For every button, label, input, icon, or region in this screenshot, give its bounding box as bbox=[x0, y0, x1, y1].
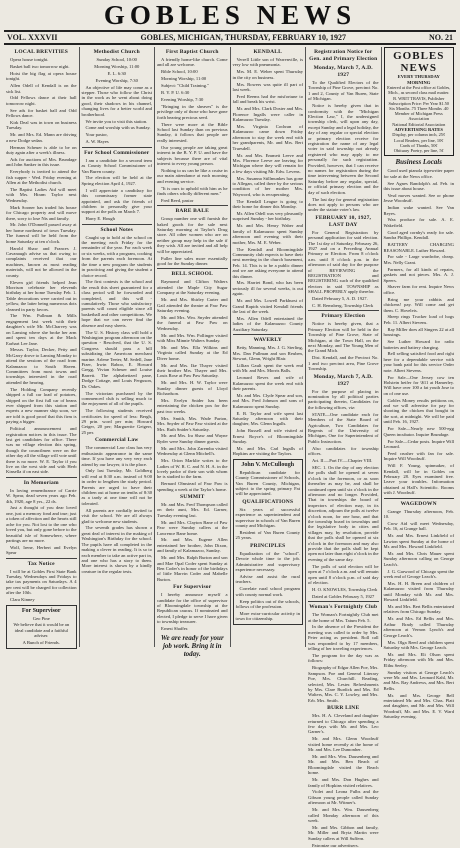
paragraph: The seventh grades has shown a great deal of interest in the making of Washington's Birthday for the school. The pupils have all completed in the making a clever in reading. It is so to each member to take an active part in, and one who has a story to them. More interest is shown by a kindly creature in the regular tests. bbox=[81, 525, 152, 574]
paragraph: Will F. Young, spinmaker, of Kendall, will be in Gobles on February 28. Eyes examined free. Leave your troubles. Information obtained at Hall's Scientific. Rooms with J. Woodruff. bbox=[383, 463, 454, 496]
paragraph: Mr. and Mrs. Emmett Leeve and Mrs. Florence Leeve are leaving for Michigan where they will remain for a few days visiting Mr. Edw. Levens. bbox=[232, 152, 303, 174]
paragraph: Bell selling satisfied food and right here for a dependable service with your bank paid for this service Order note. Albert Stevens. bbox=[383, 351, 454, 373]
womans-club-heading: Woman's Fortnightly Club bbox=[309, 604, 378, 611]
paragraph: Evening Worship, 7:30 bbox=[161, 96, 204, 102]
registration-notice-heading: Registration Notice for Gen. and Primary Election bbox=[309, 49, 378, 62]
dateline bbox=[4, 30, 456, 45]
paragraph: Patronize our advertisers. bbox=[312, 842, 359, 848]
paragraph: Mrs. H. A. Cleveland and daughter returned to Chicago after spending a few days with Mr. and Mrs. Leo Garner's. bbox=[308, 713, 379, 735]
paragraph: Notice is hereby given that in conformity with the "Michigan Election Law," I, the undersigned township clerk, will upon any day, except Sunday and a legal holiday, the day of any regular or special election or primary election receive for registration the name of any legal voter in said township not already registered who may apply to me personally for such registration. Provided, however, that I can receive no names for registration during the time intervening between the Second Saturday before any regular, special, or official primary election and the day of such election. bbox=[308, 103, 379, 195]
paragraph: Advise and assist the rural teachers. bbox=[235, 573, 300, 585]
paragraph: Equalization of the "school". Devote whole time to the job. Administrative and supervisory experience necessary. bbox=[235, 550, 300, 572]
column-3 bbox=[155, 47, 231, 658]
paragraph: Clara Kinney bbox=[10, 597, 35, 603]
divider bbox=[157, 205, 228, 206]
paragraph: Obituary Poetry, per line, 5¢ bbox=[393, 148, 444, 154]
paragraph: See Agnes Randolph's ad. Feb. in this issue about house. bbox=[383, 180, 454, 191]
paragraph: BATTERY CHARGING REASONABLE. Luther Howard. bbox=[383, 242, 454, 253]
column-5 bbox=[306, 47, 382, 848]
paragraph: Raymond and Clifton Walters attended the Maple City Sugar Company at the Saturday evening. bbox=[157, 279, 228, 296]
paragraph: Bernard Olmstead of Paw Paw is spending a week at the Taylor's home. bbox=[157, 481, 228, 492]
baptist-church-heading: First Baptist Church bbox=[165, 49, 219, 55]
paragraph: Good used pianola typewriter paper for sale at the News office. bbox=[383, 168, 454, 179]
paragraph: Our young people are taking great interest in the B. Y. P. U. and have the subjects because there are of vital interest to every young person. bbox=[157, 144, 228, 166]
paragraph: Keep politics out of the schools, follows of the profession. bbox=[235, 598, 300, 609]
paragraph: Fuller line sales more essentially good for the Sunday dinner. bbox=[157, 255, 228, 266]
paragraph: Mr. and Mrs. Clark Doster and Mrs. Florence Ingalls were caller in Kalamazoo Tuesday. bbox=[232, 106, 303, 123]
paragraph: Correlate rural school program with county normal work. bbox=[235, 586, 300, 597]
paragraph: Leonard Reves and wife of Kalamazoo spent the week end with their parents. bbox=[232, 375, 303, 391]
paragraph: Mrs. Olga Reed and children spent Saturday with Mrs. George Leach. bbox=[383, 639, 454, 650]
paragraph: Political announcement and registration notices in this issue. The last get candidates for office. There was no village election this spring, though the councilmen were on the other day all the village will vote until there is no more. W. E. Taylor if you live on the west side and with Herb Kinsella if on east side. bbox=[6, 426, 77, 475]
paragraph: The first contests is the school and the result this sheet guaranteed for a class period will be forwarded and completed, and this will - cumulatively. Those who satisfactory parents will count eligible since all basketball and other competitions. We hope that we can never find the absence and easy sheets. bbox=[81, 279, 152, 328]
paragraph: Everybody is invited to attend the fish supper - Wed. Friday evening at Allen at the Methodist church. bbox=[6, 169, 77, 186]
paragraph: E. L. 6:30 bbox=[107, 70, 126, 76]
paragraph: I hereby announce myself a candidate for the office of supervisor of Bloomingdale township at the Republican caucus. If nominated and elected, I pledge to serve I have given to township treasurer. bbox=[157, 592, 228, 625]
wagedown-heading: WAGEDOWN bbox=[400, 500, 437, 507]
burr-line-heading: BURR LINE bbox=[327, 705, 360, 712]
kendall-heading: KENDALL bbox=[253, 49, 283, 55]
paragraph: Dated February 5, A. D. 1927. bbox=[312, 296, 368, 302]
paragraph: Bible School, 10:00 bbox=[161, 69, 198, 75]
paragraph: Mr. and Mrs. Ernest Linkfield of Lawton spent Sunday at the home of Mr. and Mrs. Howard Linkfield. bbox=[383, 533, 454, 549]
paragraph: Mrs. Orion Marklie writes to the Ladies of W. R. C. and N. H. A. in the lovely parlor of their son with whom he is studied to the farm. bbox=[157, 458, 228, 480]
womans-club-text bbox=[308, 612, 379, 703]
business-locals-text bbox=[384, 168, 455, 495]
paragraph: Shaver farm for rent. Inquire News office. bbox=[383, 284, 454, 295]
registration-text-2 bbox=[308, 230, 379, 309]
paragraph: Mr. and Mrs. Ralph Burton and son and Mae Opal Coder spent Sunday at Ben Coder's in honor of the birthdays of little Marvin Coder and Mabelle Burton. bbox=[157, 555, 228, 582]
paragraph: Group number one will furnish the baked goods for the sale next Saturday morning at Taylor's Drug store. All other women who are on neither group may help in the sale if they wish. All are invited and all help will be appreciated. bbox=[157, 216, 228, 254]
paragraph: Ernest Shaffer. bbox=[161, 626, 189, 632]
paragraph: Verrell Little son of Warrenville, is very low with pneumonia. bbox=[232, 57, 303, 68]
divider bbox=[233, 334, 304, 335]
paragraph: The election will be held at the Spring election April 4, 1927. bbox=[81, 175, 152, 186]
paragraph: Kirk Deal was in town on business Tuesday. bbox=[6, 120, 77, 131]
paragraph: For sale - Large wardrobe, cheap. Mrs. Nelly Grant. bbox=[383, 254, 454, 265]
paragraph: In loving remembrance of Carrie W. Spear, dead seven years ago Feb. 4th, 1920, age 8 yrs., 22 ds. bbox=[6, 487, 77, 504]
paragraph: Mr. and Mrs. Ed. Mann are driving a new Dodge sedan. bbox=[6, 132, 77, 143]
paragraph: Mr. and Mrs. Henry Waber and family of Kalamazoo spent Sunday afternoon and evening with their mother, Mrs. M. E. Weber. bbox=[232, 223, 303, 245]
paragraph: Mrs. Allen Odell entertained the ladies of the Kalamazoo County Auxiliary Saturday. bbox=[232, 315, 303, 332]
kendall-text bbox=[233, 57, 304, 332]
publication-info-box bbox=[384, 47, 455, 156]
paragraph: I will appreciate a candidacy for this commissary former state appointed, and ask the friends of children to personally give your support at the polls on March 7. bbox=[81, 187, 152, 215]
paragraph: Mr. and Mrs. Shirley Carter and Gail attended the theatre at Paw Paw Saturday evening. bbox=[157, 297, 228, 313]
paragraph: H. O. KNOWLES, Township Clerk bbox=[312, 586, 378, 592]
paragraph: Notice is hereby given, that a Primary Election will be held in the Township of Pine Grove, State of Michigan, at the Town Hall, on the next Monday, and The Young Men of the Grand Mich. bbox=[308, 321, 379, 354]
local-brevities bbox=[6, 57, 77, 475]
masthead bbox=[4, 2, 456, 28]
waverly-heading: WAVERLY bbox=[253, 337, 282, 344]
paragraph: The following students received certificates for speed of less: Bergh, 29 prin. word per min; Howard Geiger, 20 per; Marguerite Geigerr, 25 per. bbox=[81, 408, 152, 435]
wagedown-text bbox=[384, 509, 455, 720]
paragraph: Farmers, for all kinds of repairs, gaskets and not pieces. Mrs. A. J. Speers. bbox=[383, 266, 454, 283]
school-notes-text bbox=[82, 235, 153, 436]
paragraph: Sheep rings Trucker load of hogs Feb. 11. Albert Stevens. bbox=[383, 314, 454, 325]
paragraph: Resident of Van Buren County 25 years. bbox=[235, 529, 300, 541]
methodist-church-heading: Methodist Church bbox=[93, 49, 140, 55]
publication-box-subtitle: EVERY THURSDAY MORNING bbox=[397, 74, 440, 85]
paragraph: Good aged cornhy's ready for sale. Sandra Phillips. Kendall. bbox=[383, 229, 454, 241]
paragraph: Six years of successful experience as superintendent and supervisor in schools of Van Buren county and Michigan. bbox=[235, 506, 300, 529]
paragraph: Fred Reed, pastor bbox=[161, 197, 194, 203]
column-6 bbox=[382, 47, 457, 720]
volume-number: VOL. XXXVII bbox=[7, 33, 58, 42]
commercial-law-text bbox=[82, 445, 153, 574]
divider bbox=[6, 477, 77, 478]
paragraph: Mr. and Mrs. Wm. Snyder attended the funeral at Paw Paw on Wednesday. bbox=[157, 314, 228, 331]
paragraph: Mr. and Mrs. Gibbon and family, Mr. Miller and Bryta Martin were Sunday callers at Will Suffern. bbox=[308, 824, 379, 841]
paragraph: Mr. and Mrs. Chris Mauer spent Sunday afternoon calling on George Leach's. bbox=[383, 550, 454, 567]
paragraph: The U. S. History class will hold a Washington program afternoon on the question - Resolved, that the U. S. Congress should pass a bill subsidizing the American merchant marine. Arlene Teeter, M. Sedell, Jane Fizer, Irwin Raboo, E. Howard Gregg, Vivian Scheuer and Louise Barrett. The alphabetized pane, Dodge Cottage, and Louis Ferguson, Dr. Oakes. bbox=[81, 329, 152, 389]
qualifications-text bbox=[236, 507, 301, 541]
paragraph: The Woman's Fortnightly Club met at the home of Mrs. Tatum Feb. 5. bbox=[308, 612, 379, 623]
summit-text bbox=[157, 502, 228, 582]
paragraph: Mr. and Mrs. George Bell entertained Mr. and Mrs. Chas. Platt and daughter, and Mr. and Mrs. Will Woodruff, Mr. and Mrs. E. V. Ward Saturday evening. bbox=[383, 692, 454, 720]
paragraph: See Luther Howard for radio batteries and battery charging. bbox=[383, 339, 454, 350]
paragraph: Cards of Thanks, 50¢ bbox=[399, 142, 438, 148]
bell-school-heading: BELL SCHOOL bbox=[171, 271, 213, 278]
paragraph: Six Months .75 Three Months .40 bbox=[389, 106, 449, 111]
paragraph: Basket ball two tomorrow night. bbox=[10, 63, 70, 69]
paragraph: Mrs. Evelyn Snider has been entertaining the chicken pox for the past two weeks. bbox=[157, 398, 228, 414]
paragraph: The last day for general registration does not apply to persons who are under the statute voter's law. bbox=[308, 196, 379, 213]
paragraph: Sunday visitors at George Leach's were Mr. and Mrs. Leonard Kahl, Mr. and Mrs. Ray Andrews, and Mrs. Bert Bellis. bbox=[383, 669, 454, 691]
paragraph: Wolf, Irene, Herbert and Evelyn Spear bbox=[6, 544, 77, 556]
for-supervisor-heading: For Supervisor bbox=[173, 584, 212, 591]
paragraph: Mark Sooner has traded his house for Chicago property and will move there, sorry to lose Nis and family. bbox=[6, 204, 77, 221]
for-supervisor-text bbox=[157, 592, 228, 631]
paragraph: For Sale—One Jersey cow ten Holstein heifer for \$11 at Hamerley. Will have over 100 a fat youth Jose to on of one use. bbox=[383, 374, 454, 396]
paragraph: Display, per column inch, 25¢ bbox=[392, 132, 446, 138]
advertising-rates-lines bbox=[387, 132, 452, 153]
paragraph: The Kendall League is going to their home for dinner this Monday. bbox=[232, 198, 303, 210]
paragraph: Evening Worship, 7:30 bbox=[95, 77, 138, 83]
paragraph: For the purpose of placing in nomination by all political parties participating therein, Candidates for the following offices, viz: bbox=[308, 388, 379, 410]
paragraph: Mr. and Mrs. Glenn Woodruff visited home recently at the home of Mr. and Mrs. Lee Dumonher. bbox=[308, 736, 379, 753]
paragraph: The Wm. Pullman & Mills engagement last week with their daughter's wife Mr. McCharvey was on Lansing where she broke her arm and spent ten days at the Mack Earhart Lee Jane. bbox=[6, 313, 77, 346]
memoriam-heading: In Memoriam bbox=[23, 479, 59, 486]
paragraph: Dist. Kendall, and the Precinct No. 1 and two precinct area, Pine Grove Township. bbox=[308, 355, 379, 372]
registration-date: Monday, March 7, A.D. 1927 bbox=[313, 65, 373, 78]
paragraph: Republican candidate for County Commissioner of Schools, Van Buren County, Michigan, subject to the spring primary Fat will be appreciated. bbox=[235, 469, 300, 497]
column-1 bbox=[4, 47, 80, 647]
paragraph: Mr. and Mrs. John Zaremba visited Wednesday at Glenn Mitchell's. bbox=[157, 445, 228, 457]
paragraph: Geo Pine bbox=[32, 615, 50, 621]
paragraph: Just a thought of you dear loved one, just a memory fond and true; just a token of affection and the hearts still ache for you. Not lost to the one who loved you, but only gone before to the beautiful isle of Somewhere, where partings are no more. bbox=[6, 505, 77, 543]
paragraph: Mr. and Mrs. Wm. Pollinger visited with Miss Minnie Walters Sunday. bbox=[157, 332, 228, 343]
paragraph: Mrs. Bowers was quite ill part of last week. bbox=[232, 81, 303, 93]
qualifications-heading: QUALIFICATIONS bbox=[242, 498, 294, 505]
paragraph: Dated at Gobles February 5, 1927 bbox=[312, 593, 375, 599]
paragraph: Mrs. M. E. Weber spent Thursday in the city on business. bbox=[232, 69, 303, 80]
divider bbox=[6, 558, 77, 559]
paragraph: Crow Aid will meet Wednesday, Feb. 16, at Grange hall. bbox=[383, 520, 454, 532]
paragraph: Mr. and Mrs. Eli Olson spent Friday afternoon with Mr. and Mrs. Elihu Seeley. bbox=[383, 651, 454, 668]
divider bbox=[308, 310, 379, 311]
paragraph: Member of Michigan Press Association bbox=[394, 111, 443, 122]
paragraph: Grange Thursday afternoon, Feb. 10. bbox=[383, 508, 454, 519]
memoriam-text bbox=[6, 488, 77, 556]
summit-heading: SUMMIT bbox=[180, 494, 205, 501]
paragraph: J. G. Garwood of Chicago spent the week end of George Leach's. bbox=[383, 568, 454, 580]
supervisor-text bbox=[9, 616, 74, 646]
divider bbox=[384, 498, 455, 499]
paragraph: Harold Shaw and Frances J. Cavanaugh advise us that owing to complaints received that our machines, known as most reading materials, will not be allowed in the county. bbox=[6, 245, 77, 278]
paragraph: The Holding Company recently shipped a full car load of potatoes, shipped on the first full car of beans ever shipped from this station and experts a new manner ship soon, we are told is good proof that this firm is paying a bigger. bbox=[6, 386, 77, 425]
paragraph: The program for the day was as follows: bbox=[308, 652, 379, 664]
paragraph: Mr. and Mrs. Carl Ingalls of Hopkins are visiting the Taylors. bbox=[232, 446, 303, 457]
paragraph: Mr. and Mrs. Ira Shaw and Wayne Ryder were Sunday dinner guests. bbox=[157, 433, 228, 444]
primary-election-heading: Primary Election bbox=[321, 313, 366, 320]
paragraph: Gobles Money results petitions on, and we will advertise for pay for shooting the chicken that bought in the sort, at midnight. We will be paid until Feb. 16, 1927. bbox=[383, 397, 454, 425]
school-commissioner-heading: For School Commissioner bbox=[84, 149, 150, 156]
mccullough-heading: John V. McCullough bbox=[241, 461, 295, 468]
paragraph: A friendly home-like church. Come and all are welcome. bbox=[157, 57, 228, 68]
paragraph: John Russell and wife visited at Ernest Royce's of Bloomingdale Sunday. bbox=[232, 428, 303, 445]
publication-box-lines bbox=[387, 85, 452, 127]
divider bbox=[82, 224, 153, 225]
paragraph: Mr. and Mrs. Fred Thompson called on their aunt, Mrs. Ed. Garner, Tuesday evening last. bbox=[157, 502, 228, 518]
paragraph: A. W. Hayes bbox=[85, 139, 109, 145]
paragraph: Only last Tuesday, Mr. Goldberg will end at 8:30 a.m. instead of 9:00 in order to lengthen the study period. Parents are urged to have their children out at home on tenths of 8:30 as a tardy at one time will not be tolerated. bbox=[81, 468, 152, 506]
paragraph: E. B. Taylor and wife spent last Saturday afternoon with their daughter, Mrs. Glenn Ingalls. bbox=[232, 410, 303, 427]
paragraph: Betty, Manning, Mrs. J. G. Sterling, Mrs. Dan Pullman and son Reuben, Stewart, Glenn, Wright Blair. bbox=[232, 345, 303, 361]
paragraph: The Kendall and Bloomingdale Community club expects to have their next meeting in the church basement, Feb. 14. This is to be a public dinner and we are asking everyone to attend this dinner. bbox=[232, 246, 303, 279]
paragraph: For Sale—Cedar posts. Inquire Will Leonard. bbox=[383, 438, 454, 449]
paragraph: Mr. and Mrs. Wm. Dausenberg and Mr. and Mrs. Ben Beach of Bloomingdale visited the Beach home. bbox=[308, 753, 379, 776]
school-commissioner-text bbox=[82, 158, 153, 222]
paragraph: Mr. and Mrs. Clyde Spear and son, and Mrs. Fred Johnson and sons of Kalamazoo spent Sunday. bbox=[232, 392, 303, 409]
paragraph: B. WRIT TRAVIS, Publisher bbox=[393, 95, 445, 101]
issue-number: NO. 21 bbox=[429, 33, 453, 42]
paragraph: Mr. John O'Donnell passed away at her home northeast of town Tuesday. The funeral will be held from the home Saturday at ten o'clock. bbox=[6, 222, 77, 244]
paragraph: C. H. Remsberg, Township Clerk bbox=[312, 303, 374, 309]
job-work-notice: We are ready for your job work. Bring it in today. bbox=[160, 633, 224, 658]
tax-notice-heading: Tax Notice bbox=[27, 560, 55, 567]
paragraph: "Bringing in the sheaves" is the privilege only of those who have gone forth bearing precious seed. bbox=[157, 103, 228, 120]
paragraph: Entered at the Post office at Gobles, Mich., as second class mail matter. bbox=[387, 85, 451, 96]
paragraph: We believe that it would be an ideal candidate and a faithful adviser. bbox=[13, 622, 70, 639]
paragraph: Mrs. Smith, Mrs. Wade Parton, Mrs. Snyder of Paw Paw visited at the Mrs. Ruth Snider's Saturday. bbox=[157, 415, 228, 432]
divider bbox=[157, 268, 228, 269]
paragraph: Nothing to us can be like a cruise in our main attendance at each morning and evening service. bbox=[157, 167, 228, 184]
paragraph: Local Readers, per line, 10¢ bbox=[394, 137, 444, 143]
methodist-services bbox=[82, 57, 153, 83]
baptist-text bbox=[157, 57, 228, 203]
burr-line-text bbox=[308, 713, 379, 848]
registration-text bbox=[308, 80, 379, 213]
paragraph: For General Registration by personal application for said election. The 1st day of Saturday, February 26, 1927 and on a Preceding Annual Primary or Election. From 8 o'clock a.m. until 8 o'clock p.m. in the afternoon of said day for the purpose of REVIEWING the REGISTRATION and REGISTERING such of the qualified electors in said TOWNSHIP as SHALL PROPERLY apply therefor. bbox=[308, 229, 379, 295]
divider bbox=[308, 601, 379, 602]
paragraph: In the absence of the President the meeting was called to order by Mrs. Peter acting as president. Roll call was responded to by 17 members, telling of her traveling experiences. bbox=[308, 624, 379, 652]
paragraph: For Sale—Nearly new 500-egg Queen incubator. Inquire Brundage. bbox=[383, 426, 454, 437]
primary-election-text bbox=[308, 321, 379, 371]
supervisor-ad bbox=[6, 605, 77, 650]
paragraph: I will be at Gobles First State Bank Tuesday, Wednesdays and Fridays to take tax payments on Saturdays. A 4 per cent will be charged for collection after the 10th. bbox=[6, 568, 77, 596]
paragraph: Mr. and Mrs. H. W. Taylor were Sunday dinner guests of Lloyd Richardson. bbox=[157, 380, 228, 397]
principles-heading: PRINCIPLES bbox=[250, 542, 286, 549]
bake-sale-heading: BARE BALE bbox=[175, 208, 209, 215]
supervisor-heading: For Supervisor bbox=[21, 607, 61, 614]
paragraph: Mr. and Mrs. Wm. Dausenberg called Monday afternoon of this week. bbox=[308, 807, 379, 823]
column-2 bbox=[80, 47, 156, 647]
paragraph: Bring me your rabbits and chickens! pay. Will come and get them. C. Hoveleis. bbox=[383, 296, 454, 313]
paragraph: The Baptist Ladies Aid will meet with Mrs. Hiram Taylor next Wednesday. bbox=[6, 187, 77, 203]
paragraph: Allen Odell of Kendall is on the sick list. bbox=[6, 83, 77, 94]
paragraph: There were more at the Bible School last Sunday than on previous Sunday, it follows that people are really interested. bbox=[157, 121, 228, 143]
paragraph: Herman Scheuer is able to be on duty again after a week's illness. bbox=[6, 144, 77, 156]
paragraph: Mr. and Mrs. Bert Bellis entertained relatives from Chicago Sunday. bbox=[383, 604, 454, 615]
paragraph: Biography of Edgar Allen Poe, Mrs. Sampson. Poe and General Literary Poe, Mrs. Churchill. Reading, selected, Mrs. Lester. Refreshments by Mrs. Clare Burdick and Mrs. Ed Walters, Mrs. C. Y. Lowley, and Mrs. Erb. Mrs. Smith. bbox=[308, 665, 379, 703]
paragraph: Mr. and Mrs. Eugene Allen entertained her brother, John Dixon, and family of Kalamazoo, Sunday. bbox=[157, 537, 228, 554]
primary-election-date: Monday, March 7, A.D. 1927 bbox=[313, 373, 373, 387]
paragraph: More extra-curricular activity in town for citizenship. bbox=[235, 610, 300, 622]
paragraph: Opera house tonight. bbox=[10, 57, 49, 62]
paragraph: Ray Miller does all Singers 22 at all housings. bbox=[383, 326, 454, 338]
paragraph: Your pastor, bbox=[85, 132, 108, 138]
paragraph: See ads for basket ball and Odd Fellows dance. bbox=[6, 107, 77, 119]
paragraph: The polls of said election will be open at 7 o'clock a.m. and will remain open until 8 o'clock p.m. of said day of election. bbox=[308, 563, 379, 585]
business-locals-heading: Business Locals bbox=[395, 158, 442, 167]
paragraph: Messrs. Taylor, Decker, Petty and McGarry drove to Lansing Monday to attend the sessions of the road from Kalamazoo to South Haven. Committees from most towns and townships interested in the road attended the hearing. bbox=[6, 347, 77, 385]
paragraph: Odd Fellows dance at their hall tomorrow night. bbox=[6, 95, 77, 106]
paragraph: To the Qualified Electors of the Township of Pine Grove, precinct No. 1 and 2, County of Van Buren, State of Michigan. bbox=[308, 80, 379, 102]
methodist-text bbox=[82, 85, 153, 145]
paragraph: Mrs. Susanna Stillmunkes has gone to Allegan, called there by the serious condition of her mother Mrs. Wayword, who is recuperating. bbox=[232, 175, 303, 197]
paragraph: Vesd moves wanted. See or phone Jesse Woodruff. bbox=[383, 192, 454, 204]
paragraph: Harry E. Hough bbox=[85, 216, 115, 222]
column-4 bbox=[231, 47, 307, 647]
paragraph: Also candidates for township offices. bbox=[308, 445, 379, 457]
issue-date: GOBLES, MICHIGAN, THURSDAY, FEBRUARY 10, 1927 bbox=[140, 33, 347, 42]
paragraph: Ads for auctions of Mrs. Brundage and John Sanker in this issue. bbox=[6, 157, 77, 168]
paragraph: Mrs. H. H. Breen and children of Kalamazoo visited from Thursday until Monday with Mr. and Mrs. Howard Linkfield. bbox=[383, 580, 454, 603]
tax-notice-text bbox=[6, 569, 77, 603]
paragraph: A Bunch of Friends. bbox=[22, 640, 60, 646]
paragraph: Mr. and Mrs. Clayton Bane of Paw Paw were Sunday callers at the Lawrence Bane home. bbox=[157, 519, 228, 536]
primary-election-text-2 bbox=[308, 389, 379, 600]
paragraph: An objective of life may come as a stepper. Those who follow the Christ in the work as he went about doing good, their shadows in his channel, changing lives for a better world and brotherhood. bbox=[81, 84, 152, 117]
paragraph: Mrs. Virginia Cochran of Kalamazoo came down Friday afternoon to stay the week end with her grandparents, Mr. and Mrs. Bert Truesdell. bbox=[232, 123, 303, 151]
paragraph: All parents are cordially invited to visit the school. We are all always glad to welcome new students. bbox=[81, 507, 152, 524]
bake-sale-text bbox=[157, 216, 228, 266]
paragraph: Indian wake wanted. See Van Reyes. bbox=[383, 205, 454, 216]
publication-box-title: GOBLES NEWS bbox=[393, 50, 445, 74]
principles-text bbox=[236, 551, 301, 622]
bell-school-text bbox=[157, 279, 228, 492]
last-day-notice: FEBRUARY 10, 1927, LAST DAY bbox=[315, 214, 372, 228]
commercial-law-heading: Commercial Law bbox=[95, 437, 139, 444]
paragraph: Fred Reems had the misfortune to fall and break his wrist. bbox=[232, 93, 303, 105]
paragraph: STATE—One candidate each for Members of the State Board of Agriculture, Two Candidates for Regents of the University of Michigan, One for Superintendent of Public Instruction. bbox=[308, 411, 379, 444]
paragraph: Subject: "Child Training." bbox=[161, 83, 210, 89]
paragraph: Art. II.—Part IV.—Chapter VIII. bbox=[312, 457, 373, 463]
paragraph: Morning Worship, 11:00 bbox=[94, 63, 140, 69]
paragraph: Mr. and Mrs. Ella Wilkins and Virginia called Sunday at the Ed Diver home. bbox=[157, 344, 228, 361]
paragraph: B. Y. P. U. 6:30 bbox=[161, 90, 190, 96]
paragraph: The commercial Law class has very enthusiastic appearance in the same time. If you have any very very each attend by our lawyer, it is the place. bbox=[81, 445, 152, 467]
paragraph: National Editorial Association bbox=[392, 121, 446, 127]
masthead-title: GOBLES NEWS bbox=[103, 0, 357, 30]
paragraph: Feed crusher with fan for sale. Inquire Will Woodruff. bbox=[383, 450, 454, 462]
paragraph: Violet and Leona Fulbs and the Gibson young people called Sunday afternoon at Mr. Witmer's. bbox=[308, 789, 379, 806]
paragraph: Mr. and Mrs. Ed Bellis and Mrs. Arthur Brady called Thursday afternoon at Vernon Lynch's and George Leach's. bbox=[383, 616, 454, 638]
paragraph: We invite you to visit this station. bbox=[85, 118, 148, 124]
paragraph: Morning Worship, 11:00 bbox=[161, 76, 207, 82]
paragraph: I am a candidate for a second term as County School Commissioner of Van Buren county. bbox=[81, 157, 152, 174]
paragraph: Caught up to hold at the school on the meeting each Friday for the remainder of the year. For each week or six weeks, with a program, cooking from the parents each forenoon. At the time a new program the students in practicing and giving the student a choice record. bbox=[81, 234, 152, 278]
advertising-rates-heading: ADVERTISING RATES bbox=[394, 126, 443, 132]
paragraph: Mr. Allen Odell was very pleasantly surprised Sunday - her birthday. bbox=[232, 211, 303, 222]
paragraph: SEC. 1. On the day of any election the polls shall be opened at seven o'clock in the forenoon, or as soon thereafter as may be, and shall be continued open until six o'clock in the afternoon and no longer. Provided, That in townships the board of inspectors of election may, in its discretion, adjourn the polls at twelve o'clock noon, for one hour, and that the township board in townships and the legislative body in cities and villages may, by resolution, provide that the polls shall be opened at six o'clock in the forenoon and may also provide that the polls shall be kept open not later than eight o'clock in the evening of the same day. bbox=[308, 464, 379, 562]
paragraph: Wax produce for sale. A. E. Wakefield. bbox=[383, 217, 454, 228]
mccullough-text bbox=[236, 470, 301, 497]
paragraph: Mr. and Mrs. Lowell Parkhurst of Grand Rapids visited Kendall friends the last of the week. bbox=[232, 298, 303, 314]
paragraph: Mr. and Mrs. Don Hughes and family of Hopkins visited relatives. bbox=[308, 777, 379, 788]
paragraph: Lillian Gault spent the week end with Mr. and Mrs. Morris Balls. bbox=[232, 362, 303, 374]
paragraph: "It is ours to uphold with him as he finds others wholly different men." bbox=[157, 185, 228, 196]
divider bbox=[82, 147, 153, 148]
mccullough-ad bbox=[233, 459, 304, 625]
paragraph: Mr. and Mrs. Ike Thayer visited their brother Mrs. Thayer and Mrs. Louis Rose at Paw Paw Saturday. bbox=[157, 362, 228, 379]
waverly-text bbox=[233, 345, 304, 457]
paragraph: Come and worship with us Sunday. bbox=[85, 125, 151, 131]
article-columns bbox=[4, 47, 456, 848]
paragraph: The victorian purchased by the commenced club is selling much to the enjoyment of all of the pupils. bbox=[81, 390, 152, 407]
paragraph: Mrs. Harriet Bond, who has been seriously ill for several weeks, is out again. bbox=[232, 280, 303, 297]
paragraph: Subscription Price: Per Year $1.50 bbox=[388, 100, 449, 106]
paragraph: Sunday School, 10:00 bbox=[96, 57, 137, 62]
paragraph: Hoist the big flag at opera house tonight. bbox=[6, 70, 77, 82]
school-notes-heading: School Notes bbox=[100, 226, 133, 233]
paragraph: Eleven girl friends helped Jean Morrison celebrate her eleventh birthday at her home Tuesday Feb. 1. Table decorations were carried out in yellow, the latter being numerous dots cleaned in party favors. bbox=[6, 279, 77, 312]
local-brevities-heading: LOCAL BREVITIES bbox=[14, 49, 69, 55]
